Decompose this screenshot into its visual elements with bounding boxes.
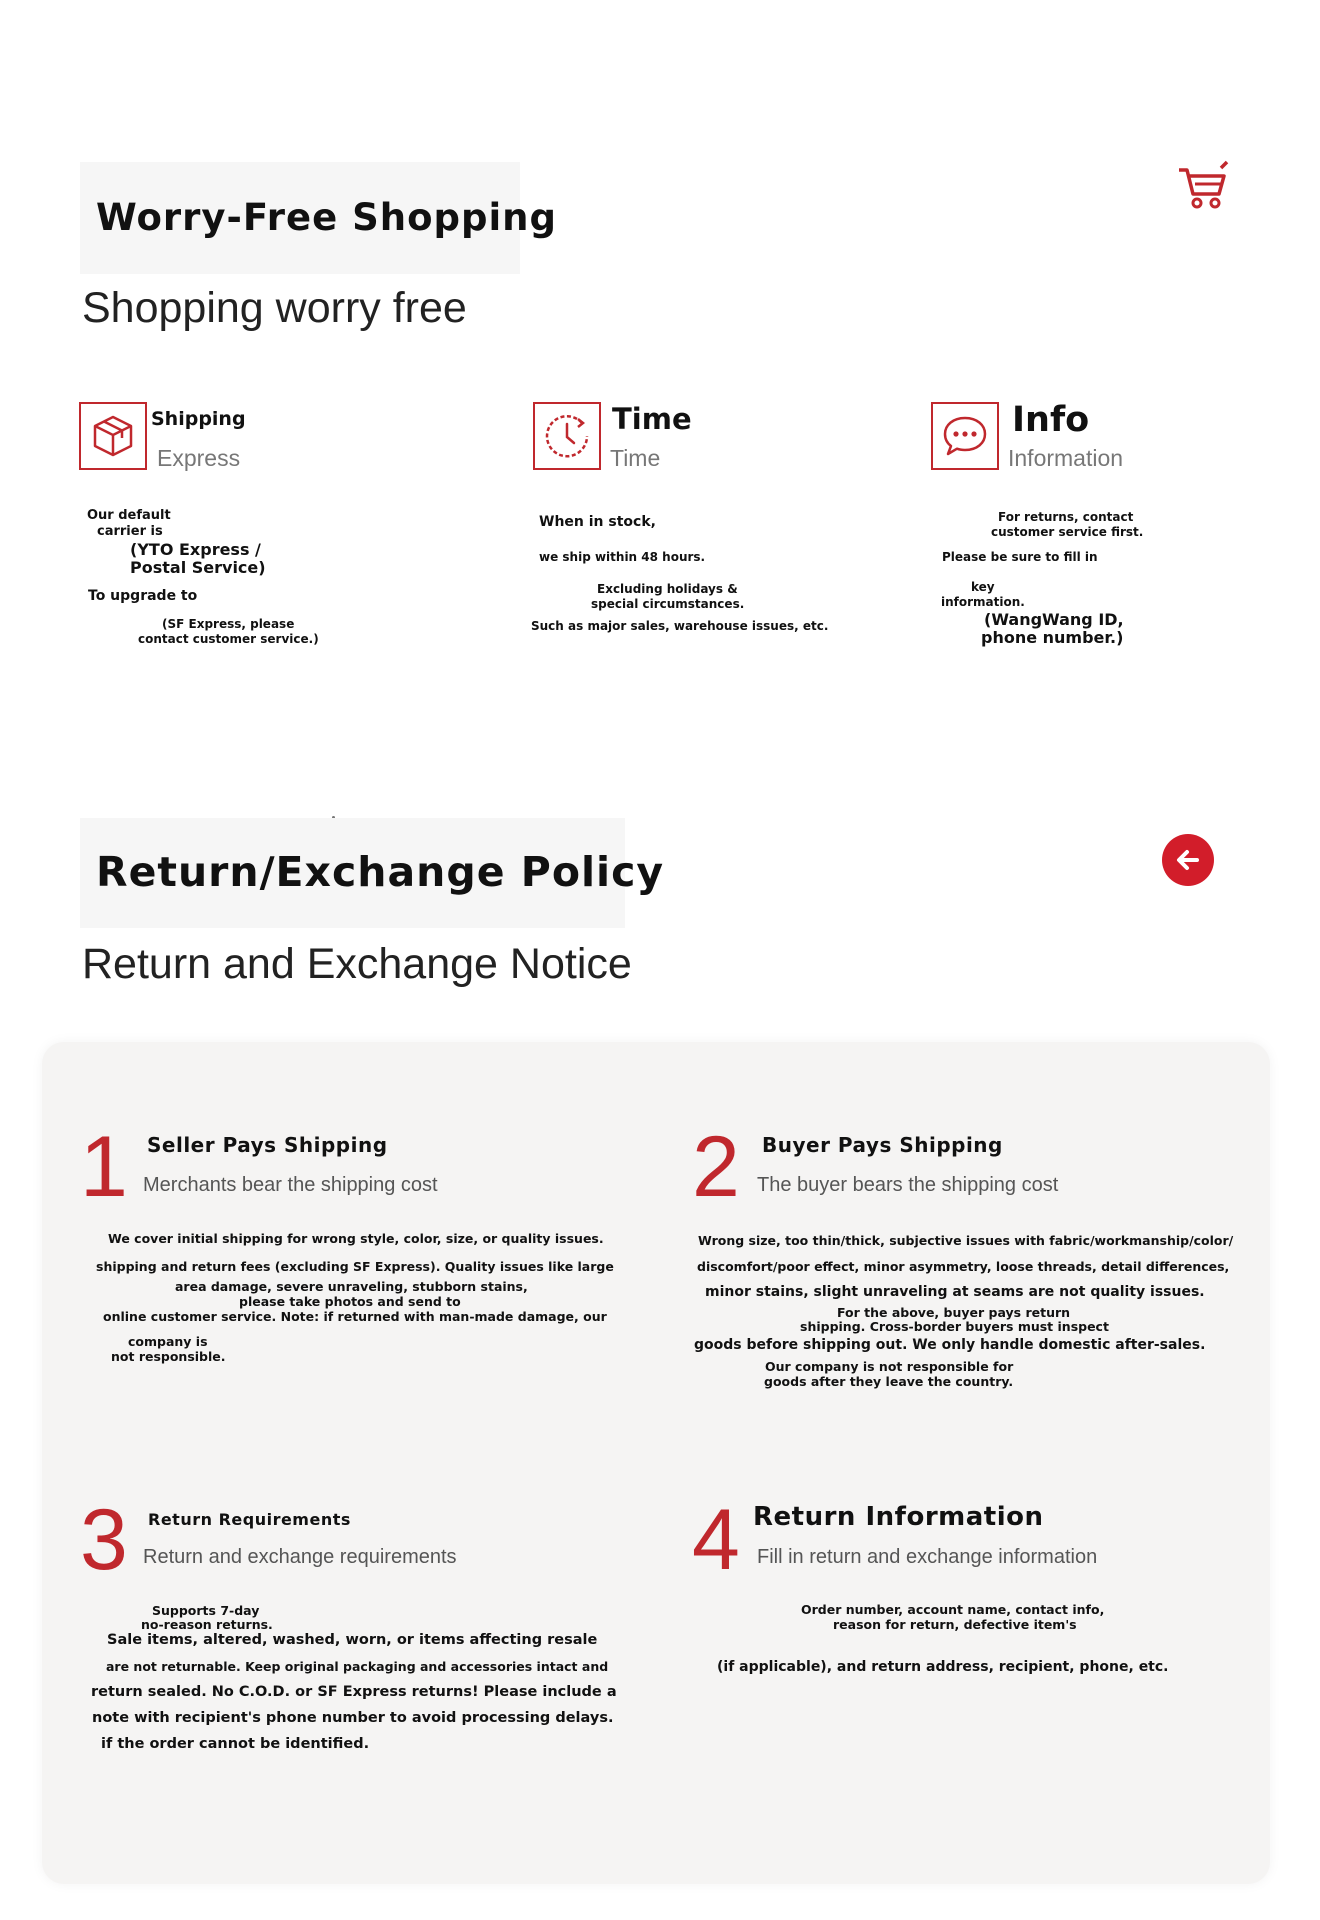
- card4-subtitle: Fill in return and exchange information: [757, 1546, 1098, 1568]
- feature-time-line: special circumstances.: [591, 597, 745, 611]
- card2-line: goods after they leave the country.: [764, 1374, 1014, 1389]
- section2-subtitle: Return and Exchange Notice: [82, 940, 632, 988]
- card2-line: Our company is not responsible for: [765, 1359, 1014, 1374]
- feature-time-line: Excluding holidays &: [597, 582, 738, 596]
- card1-line: company is: [128, 1334, 208, 1349]
- card2-line: discomfort/poor effect, minor asymmetry, loose threads, detail differences,: [697, 1259, 1230, 1274]
- feature-info-title: Info: [1012, 400, 1090, 440]
- card1-line: online customer service. Note: if returned with man-made damage, our: [103, 1309, 607, 1324]
- feature-shipping-line: Our default: [87, 508, 171, 523]
- card4-line: reason for return, defective item's: [833, 1617, 1077, 1632]
- policy-panel: [42, 1042, 1270, 1884]
- feature-time-line: we ship within 48 hours.: [539, 550, 706, 564]
- shopping-cart-icon: [1177, 160, 1229, 210]
- card2-subtitle: The buyer bears the shipping cost: [757, 1174, 1059, 1196]
- card4-title: Return Information: [753, 1502, 1044, 1532]
- section1-title: Worry-Free Shopping: [96, 196, 557, 239]
- card1-line: shipping and return fees (excluding SF Express). Quality issues like large: [96, 1259, 614, 1274]
- feature-info-line: information.: [941, 595, 1025, 609]
- feature-shipping-line: contact customer service.): [138, 632, 319, 646]
- card3-line: are not returnable. Keep original packaging and accessories intact and: [106, 1659, 609, 1674]
- feature-shipping-title: Shipping: [151, 408, 246, 430]
- feature-info-line: key: [971, 580, 995, 594]
- card1-line: please take photos and send to: [239, 1294, 461, 1309]
- card3-line: Sale items, altered, washed, worn, or items affecting resale: [107, 1632, 598, 1648]
- clock-icon: [533, 402, 601, 470]
- feature-shipping-line: carrier is: [97, 524, 163, 539]
- feature-info-line: For returns, contact: [998, 510, 1134, 524]
- card1-number: 1: [80, 1119, 128, 1215]
- feature-shipping-subtitle: Express: [157, 445, 241, 471]
- card2-title: Buyer Pays Shipping: [762, 1133, 1003, 1157]
- card1-title: Seller Pays Shipping: [147, 1133, 388, 1157]
- card4-line: (if applicable), and return address, recipient, phone, etc.: [717, 1659, 1169, 1675]
- card3-line: return sealed. No C.O.D. or SF Express returns! Please include a: [91, 1684, 617, 1700]
- card3-line: no-reason returns.: [141, 1617, 273, 1632]
- arrow-left-circle-icon: [1171, 843, 1205, 877]
- feature-info-line: phone number.): [981, 628, 1124, 647]
- card2-line: Wrong size, too thin/thick, subjective issues with fabric/workmanship/color/: [698, 1233, 1234, 1248]
- section1-subtitle: Shopping worry free: [82, 284, 467, 332]
- feature-time-line: Such as major sales, warehouse issues, etc.: [531, 619, 829, 633]
- chat-bubble-icon: [931, 402, 999, 470]
- card2-line: minor stains, slight unraveling at seams are not quality issues.: [705, 1284, 1205, 1300]
- card4-number: 4: [692, 1492, 740, 1588]
- card1-line: not responsible.: [111, 1349, 226, 1364]
- feature-info-line: Please be sure to fill in: [942, 550, 1098, 564]
- card4-line: Order number, account name, contact info,: [801, 1602, 1105, 1617]
- feature-info-line: customer service first.: [991, 525, 1144, 539]
- feature-time-subtitle: Time: [610, 445, 661, 471]
- feature-time-title: Time: [612, 402, 692, 436]
- section2-title: Return/Exchange Policy: [96, 848, 665, 896]
- feature-time-line: When in stock,: [539, 514, 656, 530]
- card3-line: if the order cannot be identified.: [101, 1736, 370, 1752]
- package-box-icon: [79, 402, 147, 470]
- back-button[interactable]: [1162, 834, 1214, 886]
- card1-line: We cover initial shipping for wrong style, color, size, or quality issues.: [108, 1231, 604, 1246]
- card1-subtitle: Merchants bear the shipping cost: [143, 1174, 438, 1196]
- feature-shipping-line: (YTO Express /: [130, 540, 261, 559]
- card2-line: shipping. Cross-border buyers must inspect: [800, 1319, 1109, 1334]
- card1-line: area damage, severe unraveling, stubborn stains,: [175, 1279, 528, 1294]
- card2-line: goods before shipping out. We only handle domestic after-sales.: [694, 1337, 1206, 1353]
- feature-shipping-line: To upgrade to: [88, 588, 198, 604]
- card3-number: 3: [80, 1492, 128, 1588]
- card2-number: 2: [692, 1119, 740, 1215]
- feature-shipping-line: Postal Service): [130, 558, 266, 577]
- feature-info-line: (WangWang ID,: [984, 610, 1124, 629]
- feature-info-subtitle: Information: [1008, 445, 1124, 471]
- card3-title: Return Requirements: [148, 1510, 351, 1529]
- card2-line: For the above, buyer pays return: [837, 1305, 1071, 1320]
- card3-subtitle: Return and exchange requirements: [143, 1546, 457, 1568]
- card3-line: Supports 7-day: [152, 1603, 260, 1618]
- feature-shipping-line: (SF Express, please: [162, 617, 295, 631]
- card3-line: note with recipient's phone number to avoid processing delays.: [92, 1710, 614, 1726]
